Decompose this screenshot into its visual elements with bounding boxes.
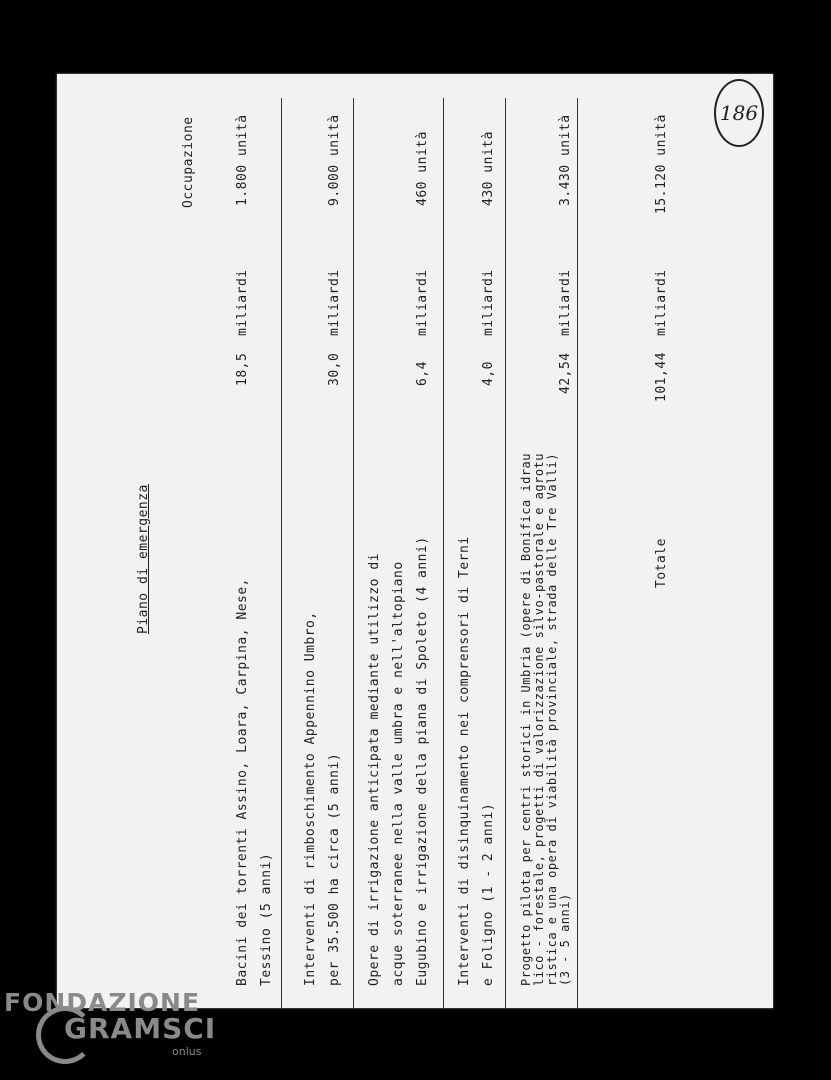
document-page <box>57 74 773 1008</box>
row-description-line: Eugubino e irrigazione della piana di Spoleto (4 anni) <box>415 536 430 986</box>
total-jobs: 15.120 unità <box>654 114 669 214</box>
row-jobs: 1.800 unità <box>235 114 250 206</box>
document-title: Piano di emergenza <box>136 484 151 634</box>
row-unit: miliardi <box>481 269 496 336</box>
row-unit: miliardi <box>235 269 250 336</box>
row-jobs: 430 unità <box>481 131 496 206</box>
page-number: 186 <box>719 101 759 125</box>
row-description-line: per 35.500 ha circa (5 anni) <box>327 752 342 986</box>
column-header-occupazione: Occupazione <box>181 116 196 208</box>
row-amount: 18,5 <box>235 352 250 386</box>
page-number-stamp <box>714 79 764 147</box>
row-amount: 42,54 <box>558 352 573 394</box>
row-description-line: e Foligno (1 - 2 anni) <box>481 802 496 986</box>
row-description-line: Interventi di disinquinamento nei comprensori di Terni <box>457 536 472 986</box>
row-divider <box>281 98 282 1008</box>
row-description-line: acque soterranee nella valle umbra e nell'altopiano <box>391 561 406 986</box>
row-description-line: ristica e una opera di viabilità provinciale, strada delle Tre Valli) <box>545 453 559 986</box>
fondazione-gramsci-watermark <box>4 988 224 1068</box>
row-amount: 6,4 <box>415 361 430 386</box>
row-description-line: Interventi di rimboschimento Appennino Umbro, <box>303 611 318 986</box>
total-amount: 101,44 <box>654 352 669 402</box>
watermark-line1: FONDAZIONE <box>4 988 201 1017</box>
rotated-typescript <box>57 74 773 1008</box>
watermark-line3: onlus <box>172 1045 202 1058</box>
row-divider <box>353 98 354 1008</box>
row-jobs: 3.430 unità <box>558 114 573 206</box>
row-amount: 4,0 <box>481 361 496 386</box>
row-description-line: Progetto pilota per centri storici in Umbria (opere di Bonifica idrau <box>519 453 533 986</box>
row-description-line: (3 - 5 anni) <box>558 893 572 986</box>
row-amount: 30,0 <box>327 352 342 386</box>
row-divider <box>577 98 578 1008</box>
row-unit: miliardi <box>558 269 573 336</box>
total-unit: miliardi <box>654 269 669 336</box>
row-description-line: Tessino (5 anni) <box>259 852 274 986</box>
row-description-line: Opere di irrigazione anticipata mediante utilizzo di <box>367 553 382 986</box>
row-jobs: 460 unità <box>415 131 430 206</box>
row-divider <box>443 98 444 1008</box>
row-description-line: lico - forestale, progetti di valorizzazione silvo-pastorale e agrotu <box>532 453 546 986</box>
row-description-line: Bacini dei torrenti Assino, Loara, Carpina, Nese, <box>235 577 250 986</box>
row-divider <box>505 98 506 1008</box>
row-unit: miliardi <box>415 269 430 336</box>
watermark-line2: GRAMSCI <box>64 1012 217 1045</box>
row-jobs: 9.000 unità <box>327 114 342 206</box>
total-label: Totale <box>654 538 669 588</box>
row-unit: miliardi <box>327 269 342 336</box>
